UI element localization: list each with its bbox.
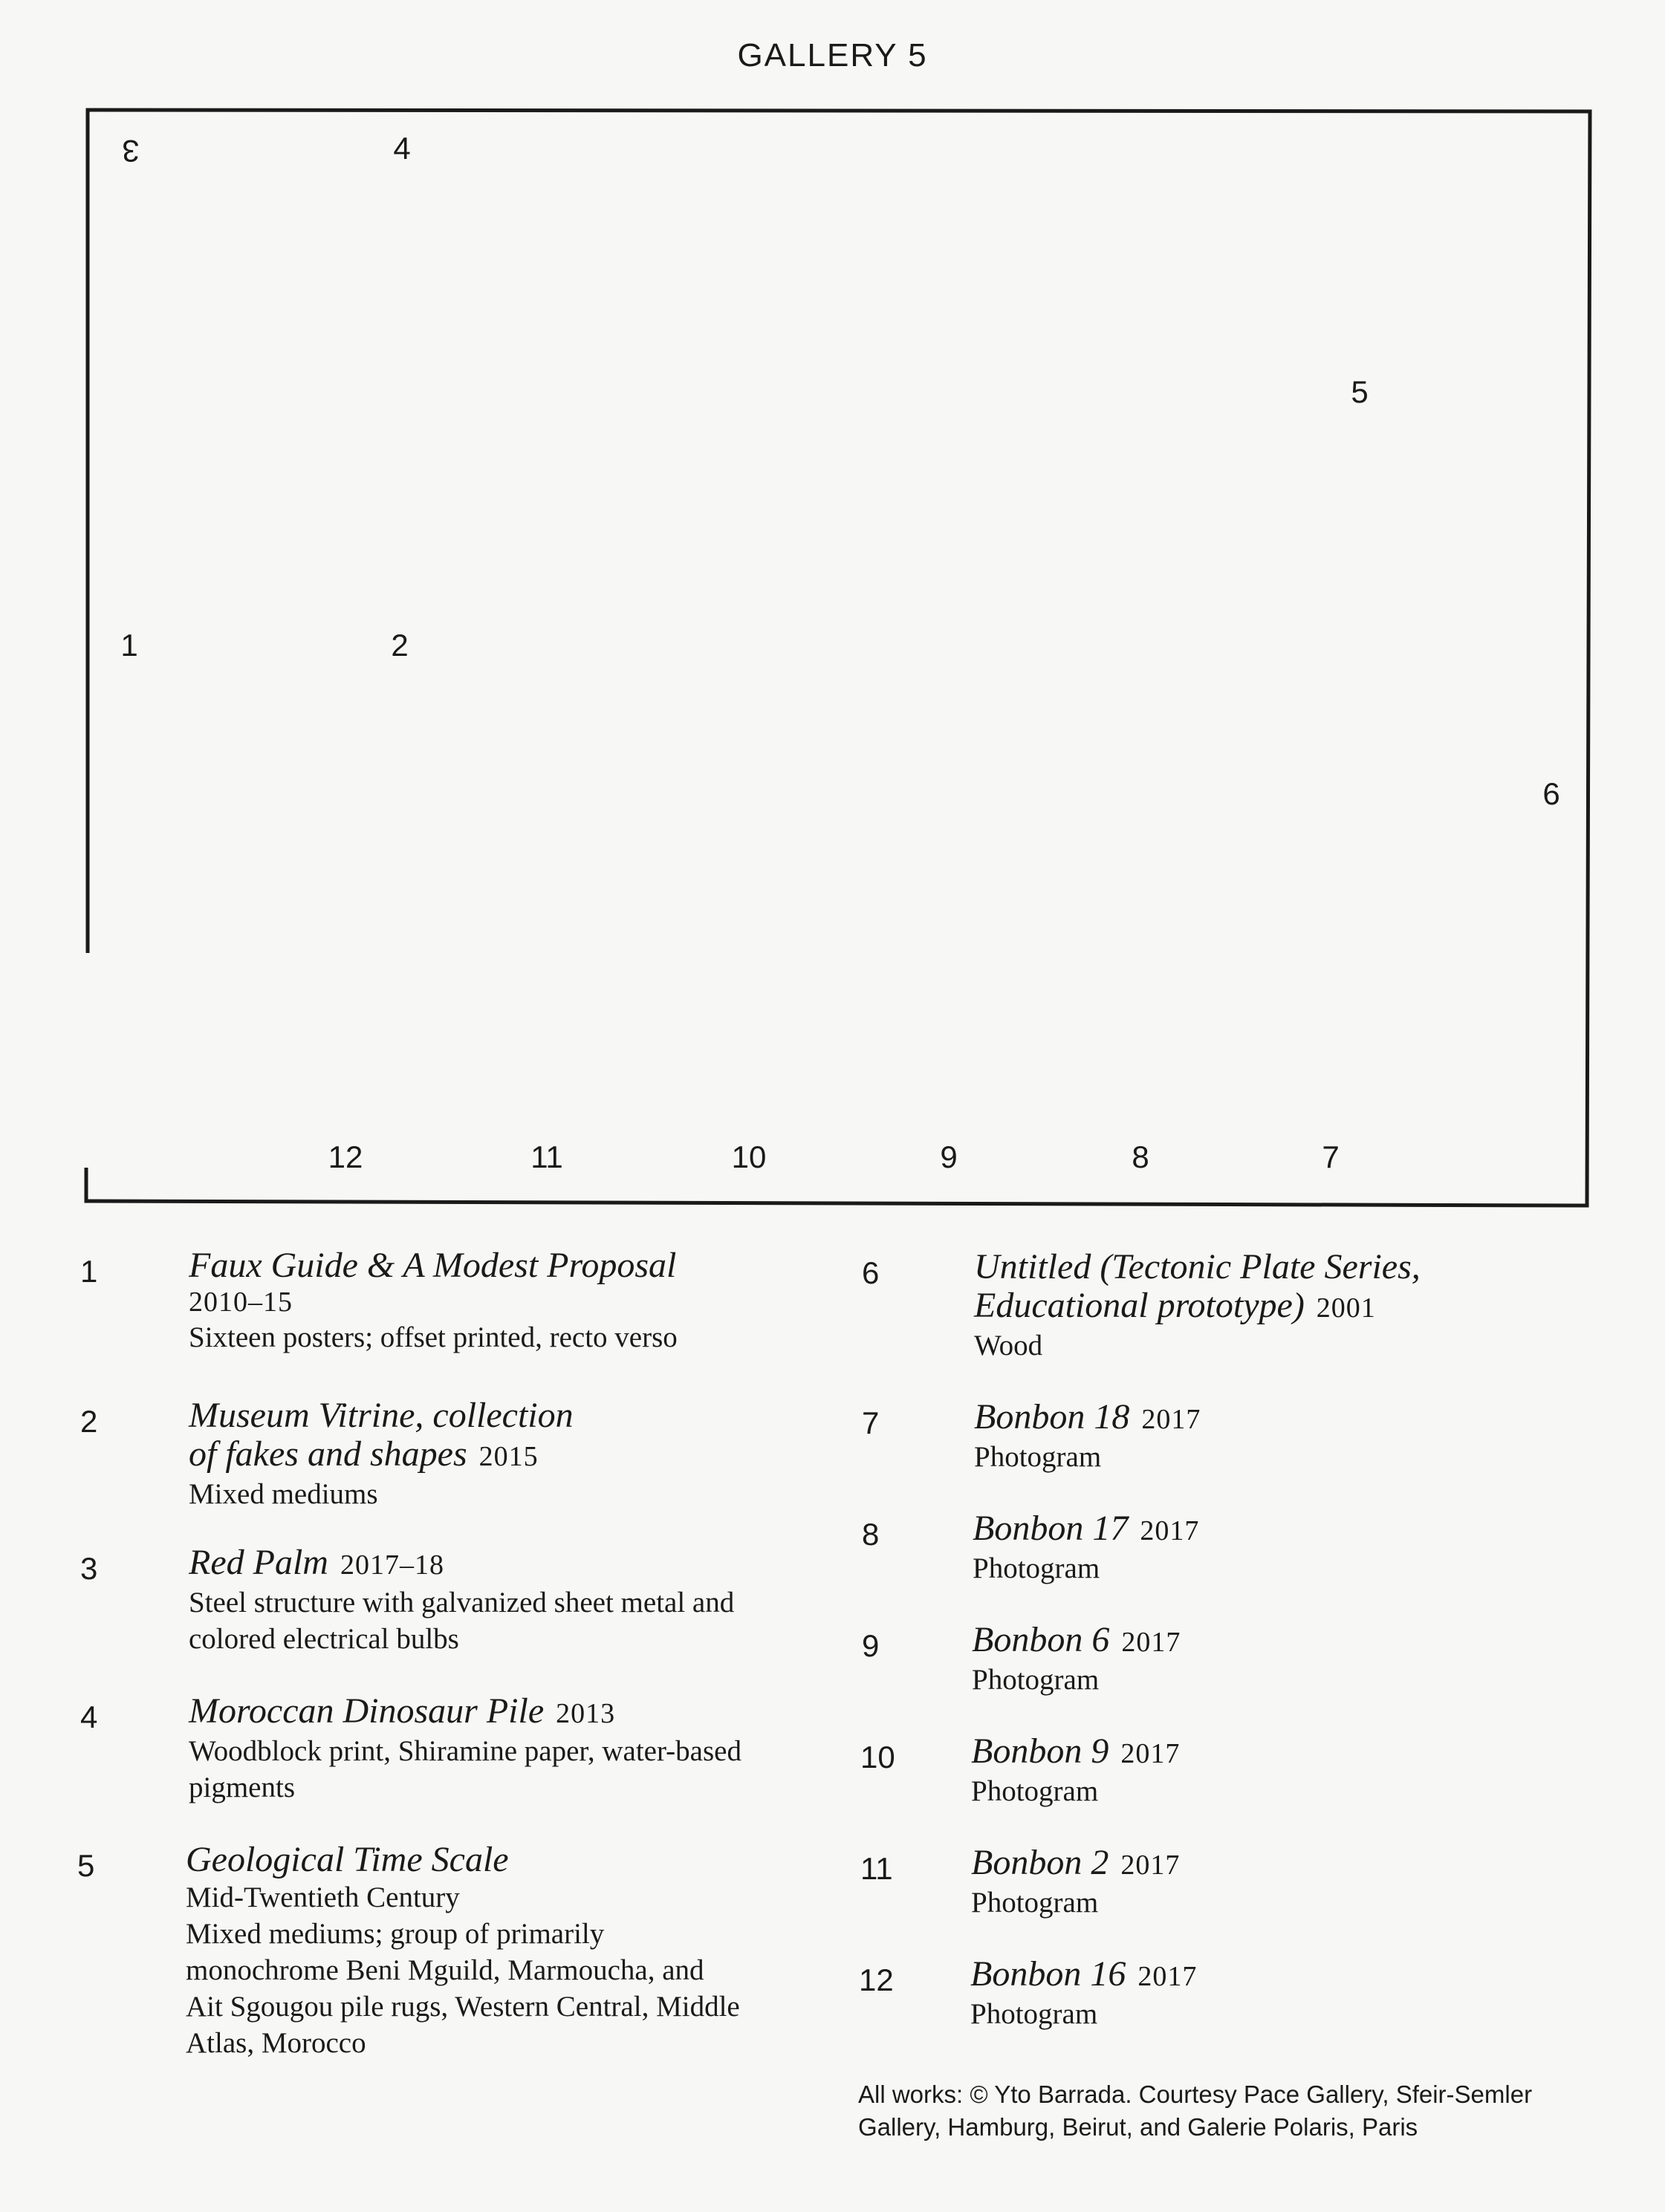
- entry-title: Bonbon 9: [971, 1731, 1109, 1771]
- entry-year: 2010–15: [189, 1286, 293, 1318]
- entry-title: Educational prototype): [974, 1286, 1305, 1325]
- plan-number-1: 1: [120, 628, 138, 663]
- entry-title: Bonbon 6: [972, 1620, 1110, 1659]
- entry-number: 12: [859, 1962, 894, 1997]
- entry-title: Museum Vitrine, collection: [189, 1396, 574, 1435]
- entry-description: Ait Sgougou pile rugs, Western Central, Middle: [186, 1991, 740, 2023]
- entry-description: Photogram: [974, 1441, 1102, 1473]
- entry-description: Photogram: [973, 1552, 1100, 1584]
- plan-number-3: 3: [122, 134, 140, 169]
- plan-number-6: 6: [1542, 776, 1560, 811]
- entry-title: Untitled (Tectonic Plate Series,: [974, 1247, 1421, 1286]
- entry-year: 2001: [1316, 1292, 1376, 1324]
- entry-description: Steel structure with galvanized sheet metal and: [189, 1587, 735, 1619]
- plan-number-11: 11: [530, 1139, 563, 1174]
- entry-title: Bonbon 16: [970, 1954, 1126, 1994]
- entry-year: 2017: [1137, 1961, 1198, 1992]
- entry-number: 4: [80, 1699, 98, 1734]
- entry-description: Photogram: [971, 1775, 1099, 1807]
- entry-number: 10: [860, 1740, 895, 1775]
- entry-description: Mid-Twentieth Century: [186, 1881, 460, 1913]
- plan-number-5: 5: [1351, 374, 1369, 409]
- plan-number-8: 8: [1132, 1139, 1149, 1174]
- entry-year: 2017: [1121, 1627, 1181, 1658]
- entry-description: Photogram: [970, 1998, 1098, 2030]
- entry-description: monochrome Beni Mguild, Marmoucha, and: [186, 1954, 704, 1986]
- entry-year: 2017: [1120, 1738, 1181, 1769]
- entry-number: 1: [80, 1254, 98, 1289]
- entry-description: colored electrical bulbs: [189, 1623, 459, 1655]
- credit-line-2: Gallery, Hamburg, Beirut, and Galerie Polaris, Paris: [858, 2113, 1418, 2141]
- gallery-walls: [86, 110, 1590, 1206]
- entry-description: Sixteen posters; offset printed, recto verso: [189, 1321, 678, 1353]
- credit-line: [858, 2078, 1601, 2144]
- entry-year: 2017: [1141, 1404, 1201, 1435]
- entry-number: 11: [860, 1851, 893, 1886]
- entry-description: Woodblock print, Shiramine paper, water-based: [189, 1735, 741, 1767]
- entry-description: Mixed mediums; group of primarily: [186, 1918, 605, 1950]
- credit-line-1: All works: © Yto Barrada. Courtesy Pace Gallery, Sfeir-Semler: [858, 2081, 1533, 2108]
- entry-title: Faux Guide & A Modest Proposal: [189, 1246, 677, 1285]
- entry-year: 2017: [1140, 1515, 1200, 1546]
- entry-year: 2017–18: [340, 1549, 444, 1581]
- entry-description: Mixed mediums: [189, 1478, 378, 1510]
- entry-number: 3: [80, 1551, 98, 1586]
- entry-number: 6: [862, 1255, 880, 1290]
- entry-title: Bonbon 2: [971, 1843, 1109, 1882]
- entry-title: Red Palm: [189, 1543, 328, 1582]
- entry-description: pigments: [189, 1772, 295, 1803]
- plan-number-12: 12: [328, 1139, 363, 1174]
- plan-number-2: 2: [391, 628, 409, 663]
- plan-number-9: 9: [940, 1139, 958, 1174]
- entry-title: Bonbon 18: [974, 1397, 1130, 1437]
- entry-description: Photogram: [972, 1664, 1100, 1696]
- entry-number: 9: [862, 1628, 880, 1663]
- entry-year: 2015: [478, 1441, 539, 1472]
- plan-number-10: 10: [731, 1139, 767, 1174]
- plan-number-7: 7: [1322, 1139, 1340, 1174]
- entry-title: Geological Time Scale: [186, 1840, 509, 1879]
- gallery-title: GALLERY 5: [737, 37, 928, 74]
- entry-number: 2: [80, 1404, 98, 1439]
- entry-description: Atlas, Morocco: [186, 2027, 366, 2059]
- entry-year: 2013: [556, 1698, 616, 1729]
- entry-number: 7: [862, 1405, 880, 1440]
- entry-number: 8: [862, 1517, 880, 1552]
- plan-number-4: 4: [393, 131, 411, 166]
- entry-description: Photogram: [971, 1887, 1099, 1919]
- entry-title: of fakes and shapes: [189, 1434, 467, 1474]
- entry-description: Wood: [974, 1330, 1043, 1362]
- entry-title: Moroccan Dinosaur Pile: [189, 1691, 545, 1731]
- entry-title: Bonbon 17: [973, 1509, 1129, 1548]
- entry-number: 5: [77, 1848, 95, 1883]
- entry-year: 2017: [1120, 1850, 1181, 1881]
